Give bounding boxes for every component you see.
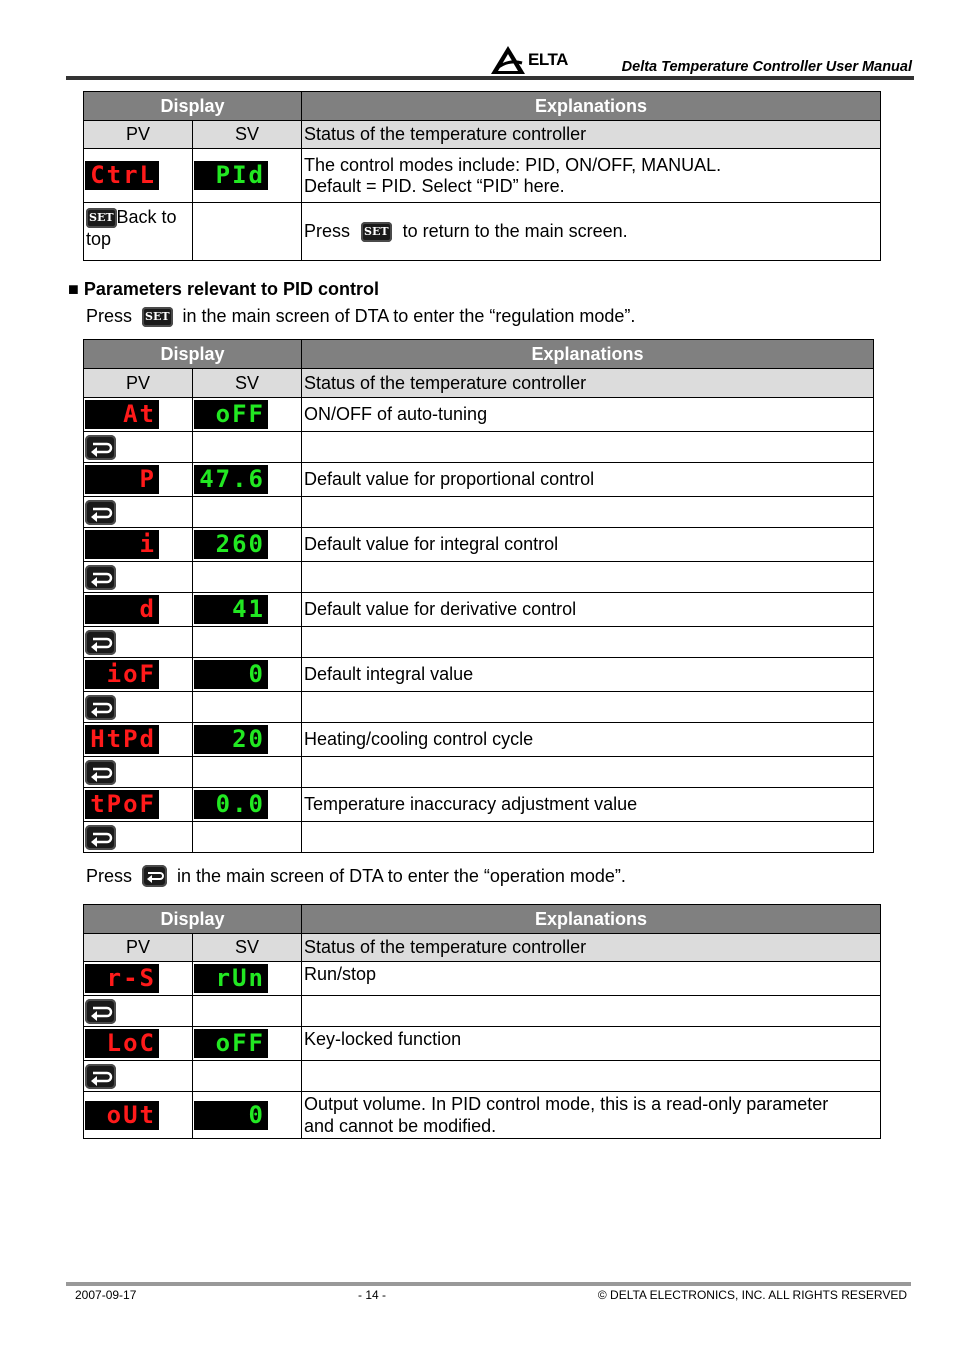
return-key-icon bbox=[85, 695, 116, 720]
pv-display: At bbox=[84, 398, 193, 432]
return-key-icon bbox=[85, 825, 116, 850]
sv-display: oFF bbox=[193, 1027, 302, 1061]
pv-display: P bbox=[84, 463, 193, 497]
pv-display: tPoF bbox=[84, 788, 193, 822]
empty-cell bbox=[193, 822, 302, 853]
empty-cell bbox=[302, 692, 874, 723]
explanation-cell: Heating/cooling control cycle bbox=[302, 723, 874, 757]
explanation-cell: Default integral value bbox=[302, 658, 874, 692]
explanation-cell: Press SET to return to the main screen. bbox=[302, 203, 881, 261]
return-key-icon bbox=[85, 435, 116, 460]
empty-cell bbox=[193, 692, 302, 723]
return-key-icon bbox=[142, 865, 167, 887]
pv-display: oUt bbox=[84, 1092, 193, 1139]
col-explanations: Explanations bbox=[302, 340, 874, 369]
footer-divider bbox=[66, 1282, 911, 1286]
logo-wordmark: ELTA bbox=[528, 50, 568, 69]
parameter-row bbox=[84, 463, 874, 497]
pv-display: ioF bbox=[84, 658, 193, 692]
col-display: Display bbox=[84, 905, 302, 934]
col-display: Display bbox=[84, 340, 302, 369]
parameter-row bbox=[84, 1092, 881, 1139]
return-key-icon bbox=[85, 999, 116, 1024]
section-title: ■ Parameters relevant to PID control bbox=[68, 279, 379, 299]
return-key-row bbox=[84, 996, 881, 1027]
return-key-cell bbox=[84, 1061, 193, 1092]
return-key-row bbox=[84, 1061, 881, 1092]
pv-header: PV bbox=[84, 934, 193, 962]
back-to-top-label: Back to top bbox=[86, 207, 177, 250]
sv-display: PId bbox=[193, 149, 302, 203]
sv-display: rUn bbox=[193, 962, 302, 996]
status-header: Status of the temperature controller bbox=[302, 121, 881, 149]
return-key-row bbox=[84, 432, 874, 463]
pv-header: PV bbox=[84, 369, 193, 398]
empty-cell bbox=[302, 432, 874, 463]
return-key-icon bbox=[85, 1064, 116, 1089]
footer-date: 2007-09-17 bbox=[75, 1288, 137, 1302]
empty-cell bbox=[302, 562, 874, 593]
footer-page-number: - 14 - bbox=[358, 1288, 387, 1302]
pv-display: d bbox=[84, 593, 193, 627]
return-key-icon bbox=[85, 500, 116, 525]
return-key-cell bbox=[84, 757, 193, 788]
header-divider bbox=[66, 76, 914, 80]
operation-mode-table bbox=[83, 904, 881, 1139]
set-key-icon: SET bbox=[86, 208, 117, 228]
explanation-cell: Default value for integral control bbox=[302, 528, 874, 562]
sv-display: 0 bbox=[193, 658, 302, 692]
delta-logo bbox=[490, 44, 568, 76]
empty-cell bbox=[193, 996, 302, 1027]
explanation-cell: Run/stop bbox=[302, 962, 881, 996]
sv-display: 20 bbox=[193, 723, 302, 757]
controller-mode-table bbox=[83, 91, 881, 261]
parameter-row bbox=[84, 962, 881, 996]
back-to-top-cell bbox=[84, 203, 193, 261]
return-key-row bbox=[84, 627, 874, 658]
pv-display: i bbox=[84, 528, 193, 562]
empty-cell bbox=[193, 432, 302, 463]
empty-cell bbox=[193, 757, 302, 788]
sv-display: 47.6 bbox=[193, 463, 302, 497]
empty-cell bbox=[193, 627, 302, 658]
empty-cell bbox=[302, 497, 874, 528]
sv-display: 0 bbox=[193, 1092, 302, 1139]
empty-cell bbox=[193, 562, 302, 593]
empty-cell bbox=[302, 1061, 881, 1092]
explanation-cell: Key-locked function bbox=[302, 1027, 881, 1061]
return-key-icon bbox=[85, 565, 116, 590]
col-display: Display bbox=[84, 92, 302, 121]
status-header: Status of the temperature controller bbox=[302, 369, 874, 398]
parameter-row bbox=[84, 658, 874, 692]
explanation-cell: Output volume. In PID control mode, this is a read-only parameter and cannot be modified. bbox=[302, 1092, 881, 1139]
empty-cell bbox=[193, 1061, 302, 1092]
pv-header: PV bbox=[84, 121, 193, 149]
pv-display: LoC bbox=[84, 1027, 193, 1061]
explanation-cell: ON/OFF of auto-tuning bbox=[302, 398, 874, 432]
empty-cell bbox=[302, 757, 874, 788]
parameter-row bbox=[84, 723, 874, 757]
return-key-row bbox=[84, 757, 874, 788]
status-header: Status of the temperature controller bbox=[302, 934, 881, 962]
empty-cell bbox=[302, 996, 881, 1027]
set-key-icon: SET bbox=[361, 222, 392, 242]
page-header bbox=[66, 40, 914, 82]
col-explanations: Explanations bbox=[302, 905, 881, 934]
return-key-cell bbox=[84, 822, 193, 853]
empty-cell bbox=[302, 822, 874, 853]
explanation-cell bbox=[302, 149, 881, 203]
explanation-text: Default = PID. Select “PID” here. bbox=[304, 175, 565, 196]
delta-triangle-icon bbox=[490, 45, 526, 75]
return-key-cell bbox=[84, 627, 193, 658]
explanation-cell: Temperature inaccuracy adjustment value bbox=[302, 788, 874, 822]
explanation-cell: Default value for proportional control bbox=[302, 463, 874, 497]
return-key-cell bbox=[84, 692, 193, 723]
explanation-cell: Default value for derivative control bbox=[302, 593, 874, 627]
sv-display: 260 bbox=[193, 528, 302, 562]
return-key-cell bbox=[84, 996, 193, 1027]
return-key-row bbox=[84, 822, 874, 853]
sv-header: SV bbox=[193, 369, 302, 398]
pv-display: HtPd bbox=[84, 723, 193, 757]
return-key-row bbox=[84, 692, 874, 723]
empty-cell bbox=[302, 627, 874, 658]
return-key-cell bbox=[84, 497, 193, 528]
operation-instruction: Press in the main screen of DTA to enter the “operation mode”. bbox=[86, 865, 626, 886]
return-key-row bbox=[84, 497, 874, 528]
sv-header: SV bbox=[193, 934, 302, 962]
return-key-cell bbox=[84, 562, 193, 593]
parameter-row bbox=[84, 398, 874, 432]
return-key-row bbox=[84, 562, 874, 593]
return-key-icon bbox=[85, 630, 116, 655]
parameter-row bbox=[84, 788, 874, 822]
sv-display: oFF bbox=[193, 398, 302, 432]
col-explanations: Explanations bbox=[302, 92, 881, 121]
parameter-row bbox=[84, 593, 874, 627]
empty-cell bbox=[193, 497, 302, 528]
parameter-row bbox=[84, 1027, 881, 1061]
pv-display: r-S bbox=[84, 962, 193, 996]
return-key-cell bbox=[84, 432, 193, 463]
manual-title: Delta Temperature Controller User Manual bbox=[621, 59, 912, 75]
pid-parameter-table bbox=[83, 339, 874, 853]
sv-header: SV bbox=[193, 121, 302, 149]
footer-copyright: © DELTA ELECTRONICS, INC. ALL RIGHTS RESERVED bbox=[597, 1288, 907, 1302]
pv-display: CtrL bbox=[84, 149, 193, 203]
sv-display: 41 bbox=[193, 593, 302, 627]
regulation-instruction: Press SET in the main screen of DTA to enter the “regulation mode”. bbox=[86, 306, 636, 326]
explanation-text: The control modes include: PID, ON/OFF, MANUAL. bbox=[304, 154, 722, 175]
set-key-icon: SET bbox=[142, 307, 173, 327]
sv-display: 0.0 bbox=[193, 788, 302, 822]
parameter-row bbox=[84, 528, 874, 562]
return-key-icon bbox=[85, 760, 116, 785]
empty-cell bbox=[193, 203, 302, 261]
